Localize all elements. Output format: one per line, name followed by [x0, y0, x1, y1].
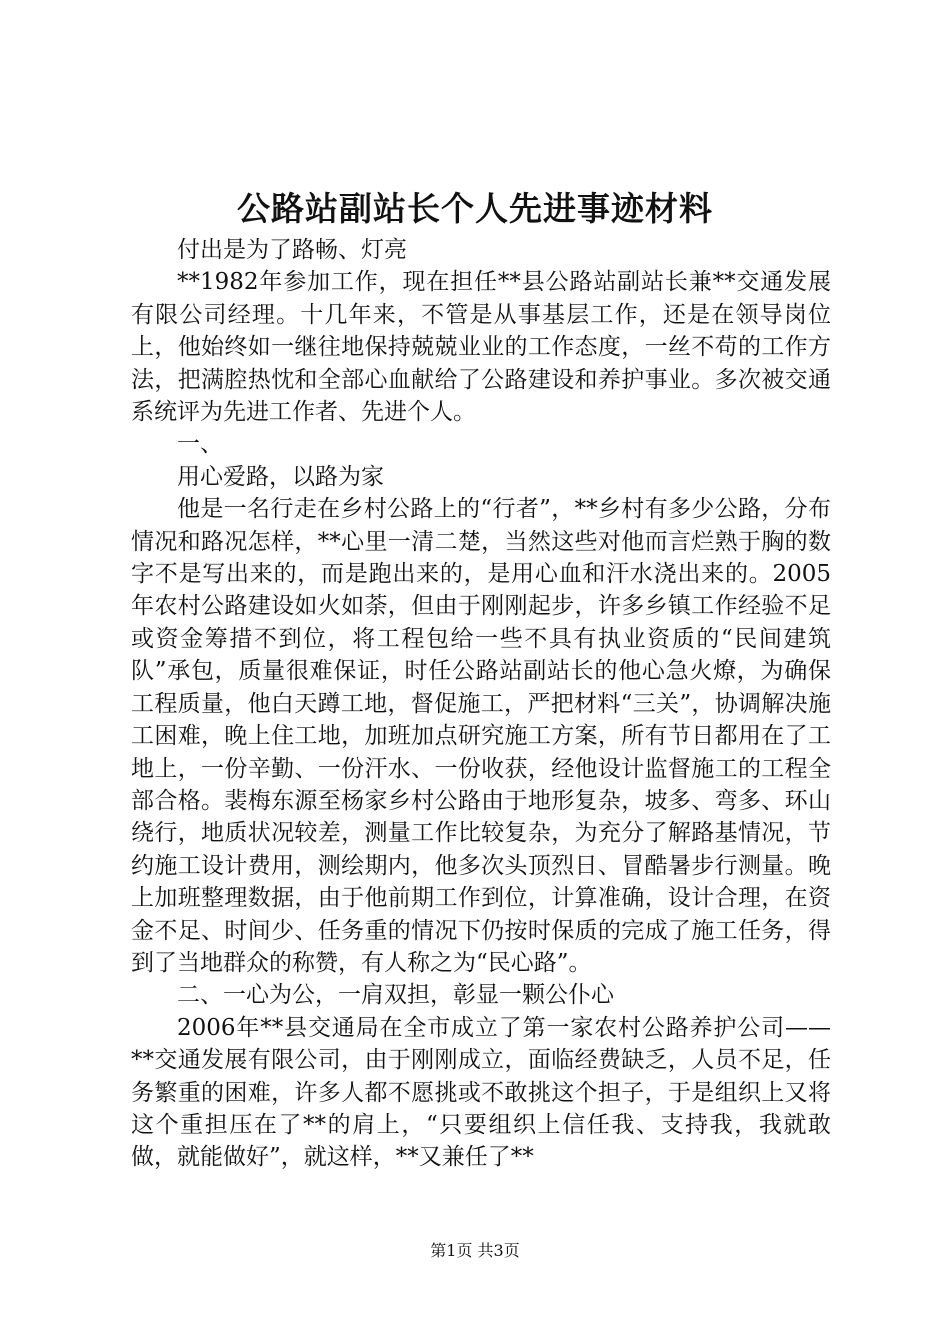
subtitle-paragraph: 付出是为了路畅、灯亮 [177, 237, 407, 263]
section-2-paragraph: 2006年**县交通局在全市成立了第一家农村公路养护公司——**交通发展有限公司，由于刚刚成立，面临经费缺乏，人员不足，任务繁重的困难，许多人都不愿挑或不敢挑这个担子，于是组织上又将这个重担压在了**的肩上，“只要组织上信任我、支持我，我就敢做，就能做好”，就这样，**又兼任了** [131, 1014, 831, 1171]
intro-paragraph: **1982年参加工作，现在担任**县公路站副站长兼**交通发展有限公司经理。十几年来，不管是从事基层工作，还是在领导岗位上，他始终如一继往地保持兢兢业业的工作态度，一丝不苟的工作方法，把满腔热忱和全部心血献给了公路建设和养护事业。多次被交通系统评为先进工作者、先进个人。 [131, 269, 831, 426]
document-title: 公路站副站长个人先进事迹材料 [237, 189, 713, 228]
section-heading-2: 二、一心为公，一肩双担，彰显一颗公仆心 [177, 982, 614, 1009]
page-number-footer: 第1页 共3页 [430, 1241, 520, 1260]
document-body [131, 234, 831, 1174]
section-heading-1: 用心爱路，以路为家 [177, 463, 384, 490]
section-1-paragraph: 他是一名行走在乡村公路上的“行者”，**乡村有多少公路，分布情况和路况怎样，**心里一清二楚，当然这些对他而言烂熟于胸的数字不是写出来的，而是跑出来的，是用心血和汗水浇出来的。2005年农村公路建设如火如荼，但由于刚刚起步，许多乡镇工作经验不足或资金筹措不到位，将工程包给一些不具有执业资质的“民间建筑队”承包，质量很难保证，时任公路站副站长的他心急火燎，为确保工程质量，他白天蹲工地，督促施工，严把材料“三关”，协调解决施工困难，晚上住工地，加班加点研究施工方案，所有节日都用在了工地上，一份辛勤、一份汗水、一份收获，经他设计监督施工的工程全部合格。裴梅东源至杨家乡村公路由于地形复杂，坡多、弯多、环山绕行，地质状况较差，测量工作比较复杂，为充分了解路基情况，节约施工设计费用，测绘期内，他多次头顶烈日、冒酷暑步行测量。晚上加班整理数据，由于他前期工作到位，计算准确，设计合理，在资金不足、时间少、任务重的情况下仍按时保质的完成了施工任务，得到了当地群众的称赞，有人称之为“民心路”。 [131, 496, 831, 976]
section-number-1: 一、 [177, 431, 223, 458]
